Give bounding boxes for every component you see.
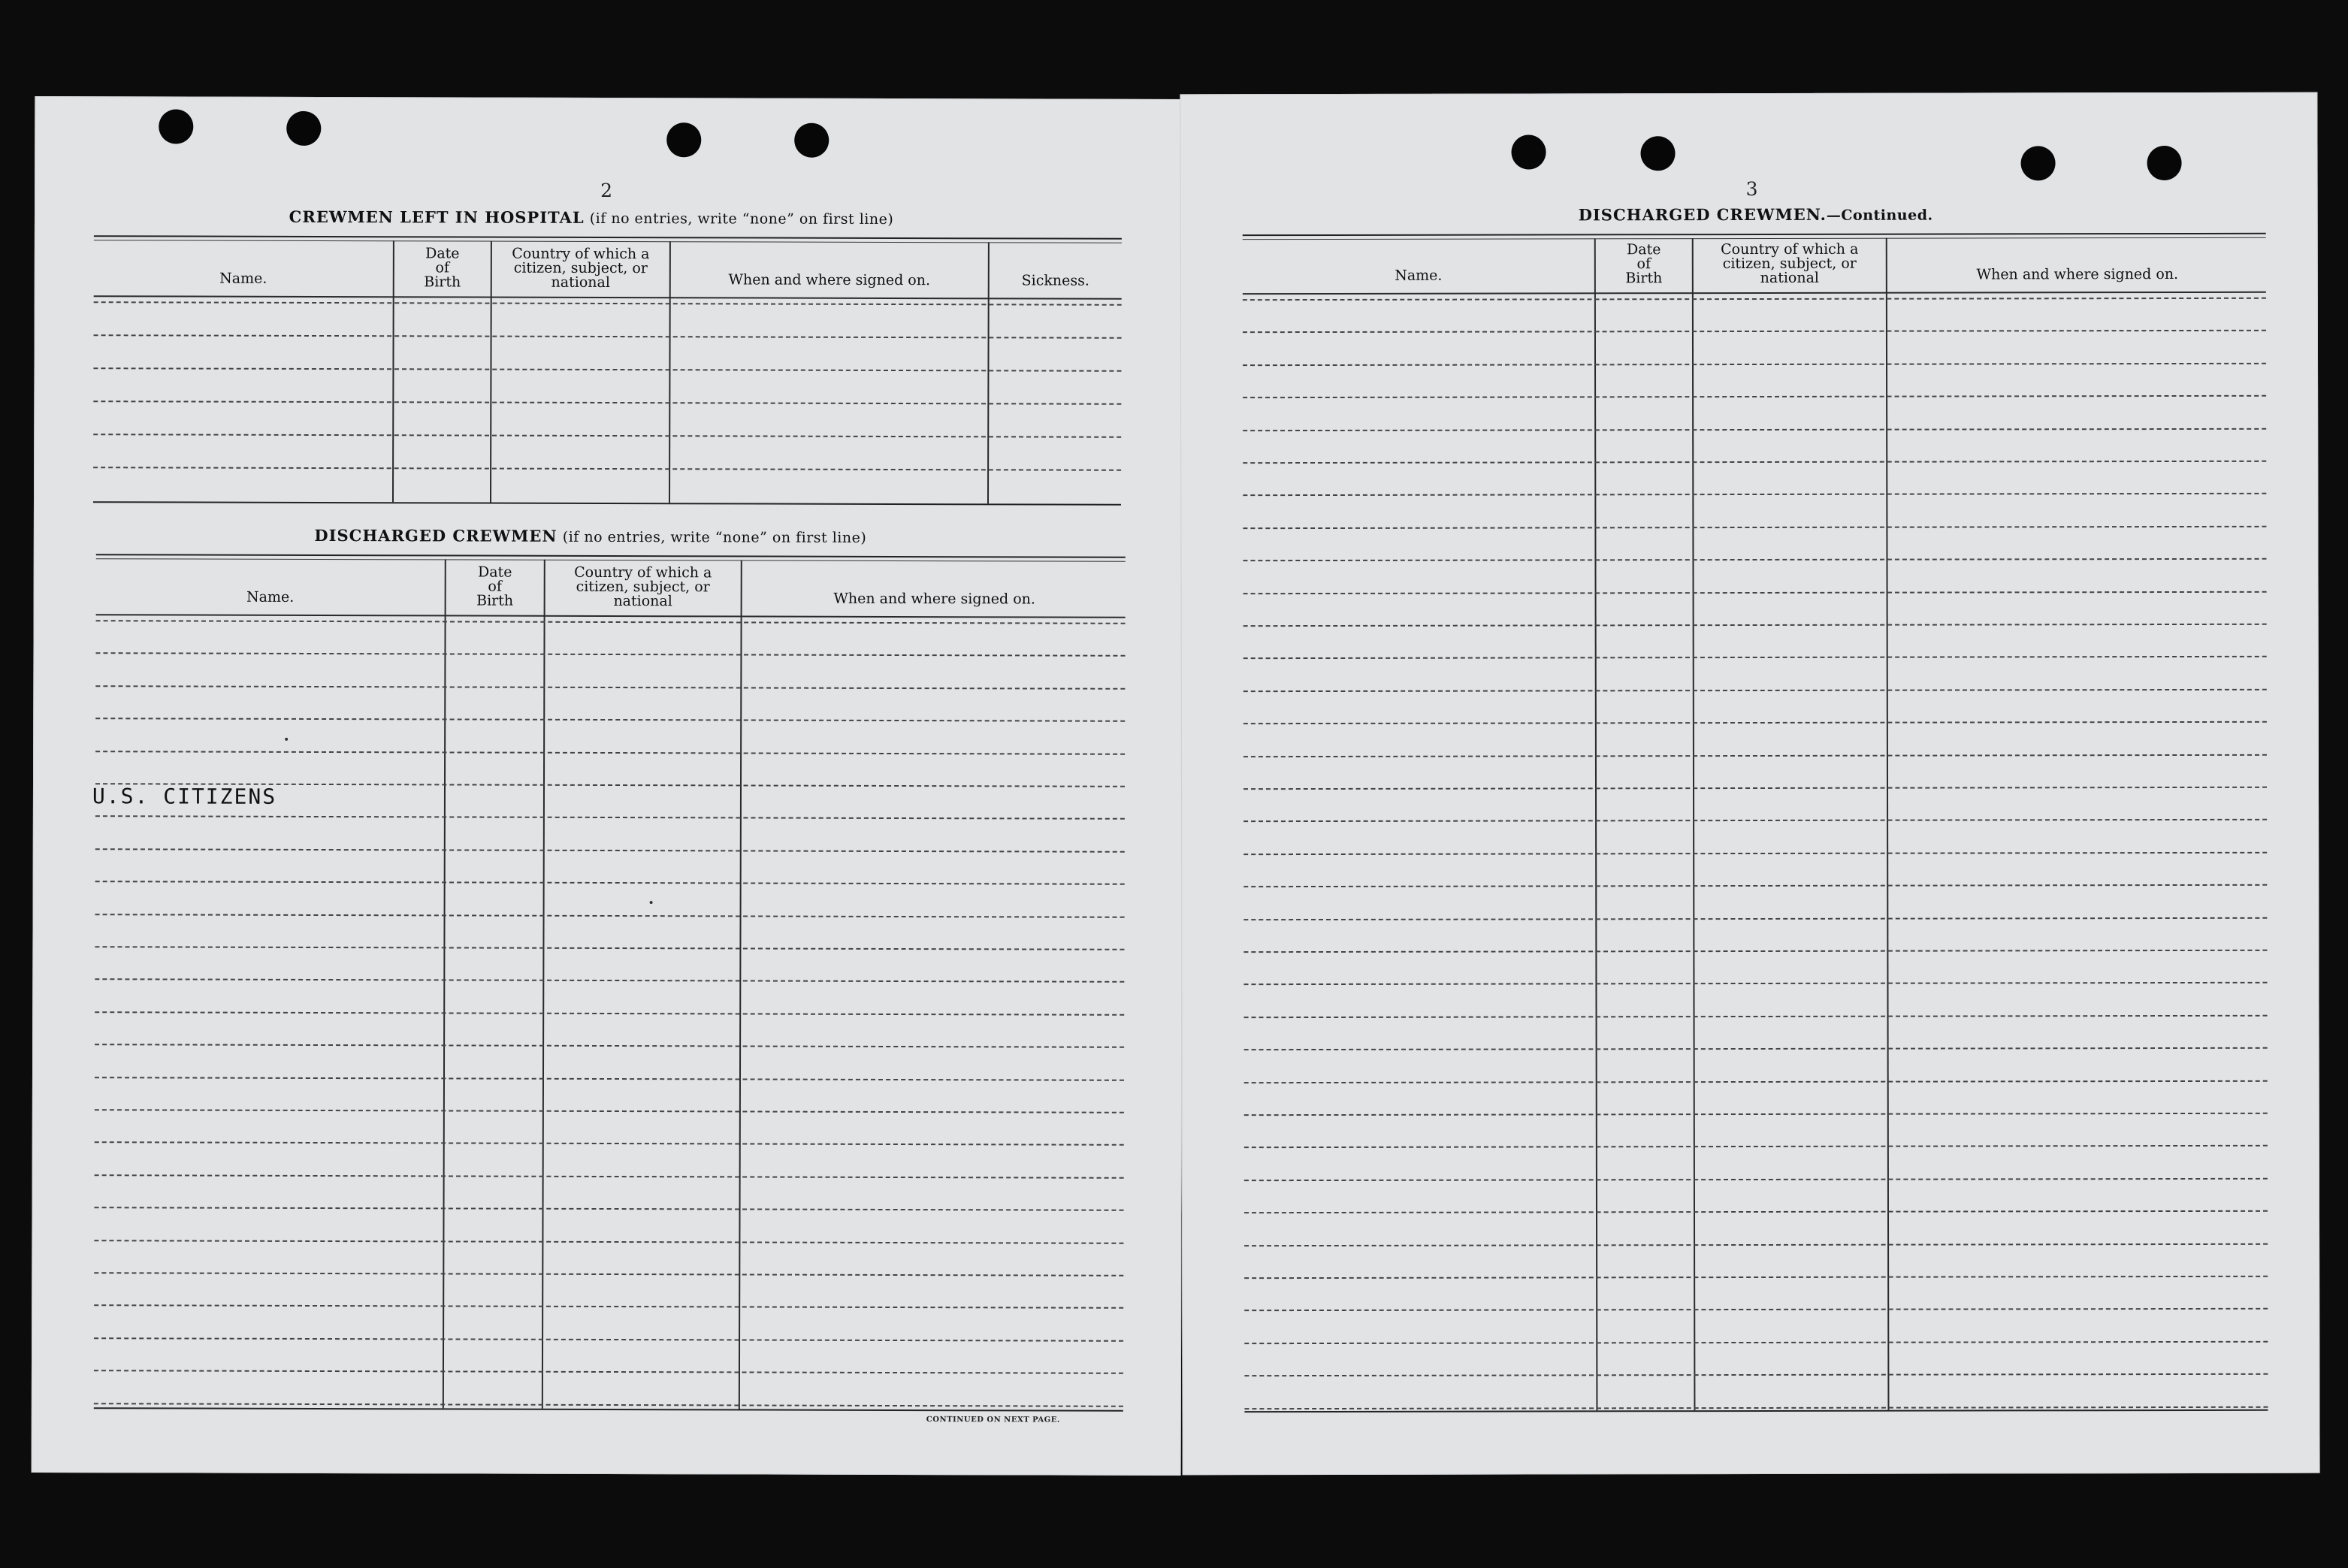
continued-footnote: CONTINUED ON NEXT PAGE. — [926, 1415, 1060, 1424]
entry-row — [1244, 624, 2267, 627]
entry-row — [1243, 330, 2266, 333]
entry-row — [1243, 298, 2266, 301]
entry-row — [1244, 852, 2267, 855]
discharged-heading-note: (if no entries, write “none” on first line) — [562, 528, 867, 546]
entry-row — [94, 1370, 1123, 1374]
ink-speck — [285, 738, 288, 741]
entry-row — [94, 301, 1122, 306]
punch-hole-icon — [159, 109, 193, 144]
column-header-country: Country of which a citizen, subject, or national — [574, 563, 712, 610]
column-header-signed-on: When and where signed on. — [833, 590, 1035, 608]
column-header-country: Country of which a citizen, subject, or national — [1721, 240, 1859, 286]
discharged-table — [94, 554, 1126, 1443]
entry-row — [1244, 1080, 2268, 1083]
hospital-heading-title: CREWMEN LEFT IN HOSPITAL — [289, 207, 585, 227]
entry-row — [95, 685, 1125, 690]
entry-row — [95, 1174, 1124, 1179]
punch-hole-icon — [2147, 146, 2182, 180]
discharged-continued-title: DISCHARGED CREWMEN. — [1578, 204, 1827, 225]
entry-row — [95, 1077, 1124, 1081]
entry-row — [1244, 1113, 2268, 1116]
discharged-heading-title: DISCHARGED CREWMEN — [314, 525, 558, 545]
column-divider — [1692, 238, 1696, 1410]
entry-row — [95, 1044, 1124, 1048]
column-divider — [490, 241, 492, 503]
entry-row — [95, 881, 1125, 885]
ink-speck — [650, 901, 653, 904]
entry-row — [1244, 950, 2267, 953]
entry-row — [1243, 427, 2266, 431]
entry-row — [1244, 689, 2267, 692]
entry-row — [1244, 1308, 2268, 1311]
page-number: 2 — [600, 179, 613, 202]
discharged-heading — [147, 525, 1034, 546]
table-top-rule — [1243, 233, 2266, 240]
entry-row — [1243, 526, 2266, 529]
hospital-heading-note: (if no entries, write “none” on first line) — [589, 210, 894, 228]
entry-row — [1244, 787, 2267, 790]
entry-row — [1243, 558, 2266, 561]
entry-row — [95, 1142, 1124, 1147]
entry-row — [95, 751, 1125, 755]
punch-hole-icon — [1640, 136, 1675, 171]
entry-row — [1244, 1015, 2268, 1018]
column-divider — [1886, 238, 1890, 1410]
column-header-signed-on: When and where signed on. — [1976, 266, 2179, 283]
punch-hole-icon — [666, 122, 701, 157]
table-top-rule — [94, 235, 1122, 243]
entry-row — [1244, 656, 2267, 659]
page-number: 3 — [1745, 177, 1758, 201]
entry-row — [93, 367, 1121, 372]
right-page — [1180, 92, 2319, 1476]
entry-row — [1244, 982, 2267, 985]
discharged-continued-table — [1243, 233, 2268, 1437]
hospital-table — [93, 235, 1122, 609]
entry-row — [1244, 591, 2267, 594]
header-rule — [1243, 292, 2266, 295]
entry-row — [94, 1272, 1123, 1276]
entry-row — [1244, 1210, 2268, 1213]
column-header-name: Name. — [246, 588, 295, 606]
column-header-country: Country of which a citizen, subject, or national — [512, 245, 650, 292]
entry-row — [1244, 721, 2267, 724]
entry-row — [1244, 1406, 2268, 1409]
punch-hole-icon — [286, 111, 321, 146]
column-header-dob: Date of Birth — [476, 563, 514, 609]
entry-row — [94, 1337, 1123, 1342]
entry-row — [1244, 1341, 2268, 1344]
entry-row — [1243, 461, 2266, 464]
entry-row — [1244, 1145, 2268, 1148]
entry-row — [94, 1403, 1123, 1407]
entry-row — [1244, 1243, 2268, 1246]
entry-row — [94, 334, 1122, 339]
column-divider — [987, 242, 990, 503]
entry-row — [1243, 363, 2266, 366]
discharged-continued-heading — [1437, 204, 2075, 224]
header-rule — [96, 614, 1126, 618]
entry-row — [1244, 754, 2267, 757]
entry-row — [1244, 1047, 2268, 1050]
entry-row — [95, 1011, 1124, 1016]
entry-row — [94, 1240, 1123, 1244]
column-divider — [1594, 238, 1598, 1410]
entry-row — [1244, 819, 2267, 822]
entry-row — [95, 1207, 1124, 1211]
entry-row — [95, 914, 1125, 918]
punch-hole-icon — [1511, 134, 1546, 169]
entry-row — [95, 653, 1125, 657]
column-header-dob: Date of Birth — [424, 245, 461, 291]
entry-row — [95, 848, 1125, 853]
entry-row — [93, 467, 1121, 471]
table-bottom-rule — [94, 1407, 1123, 1412]
entry-row — [1244, 1276, 2268, 1279]
left-page — [32, 96, 1185, 1476]
entry-row — [1244, 917, 2267, 920]
entry-row — [94, 1305, 1123, 1310]
punch-hole-icon — [2021, 146, 2056, 180]
entry-row — [1244, 1373, 2268, 1376]
table-bottom-rule — [93, 501, 1121, 506]
entry-row — [1244, 1178, 2268, 1181]
column-header-name: Name. — [1395, 267, 1443, 284]
punch-hole-icon — [794, 123, 829, 158]
column-header-sickness: Sickness. — [1021, 272, 1089, 289]
column-header-signed-on: When and where signed on. — [728, 271, 931, 289]
continued-label: —Continued. — [1826, 207, 1933, 224]
column-divider — [392, 240, 394, 502]
hospital-heading — [148, 207, 1035, 228]
entry-row — [93, 400, 1121, 405]
entry-row — [1243, 395, 2266, 398]
column-header-dob: Date of Birth — [1625, 241, 1663, 287]
entry-row — [1244, 884, 2267, 887]
entry-row — [96, 620, 1126, 624]
entry-row — [1243, 493, 2266, 496]
entry-row — [95, 946, 1124, 950]
column-header-name: Name. — [219, 270, 267, 287]
entry-row — [93, 434, 1121, 438]
entry-row — [95, 718, 1125, 722]
entry-row — [95, 979, 1124, 983]
entry-row — [95, 816, 1125, 820]
entry-row — [95, 1109, 1124, 1113]
table-bottom-rule — [1244, 1409, 2268, 1412]
column-divider — [669, 241, 671, 503]
header-rule — [94, 295, 1122, 300]
typed-entry: U.S. CITIZENS — [92, 784, 277, 809]
